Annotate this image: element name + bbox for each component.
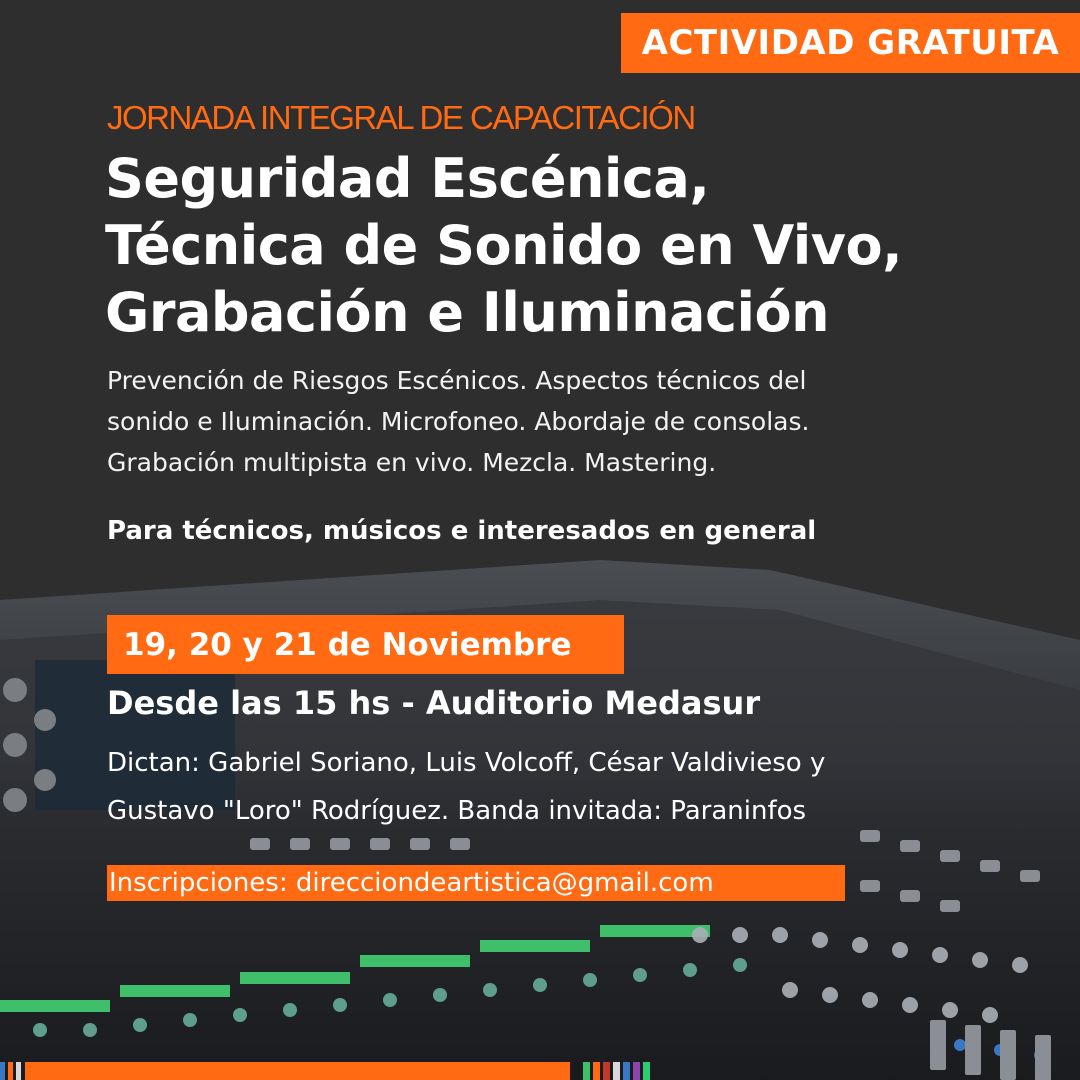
event-teachers [107,739,1037,835]
event-description [107,360,1007,483]
event-time-venue: Desde las 15 hs - Auditorio Medasur [107,684,761,722]
target-audience: Para técnicos, músicos e interesados en general [107,516,817,546]
description-line: sonido e Iluminación. Microfoneo. Abordaje de consolas. [107,407,810,436]
event-dates: 19, 20 y 21 de Noviembre [107,615,624,674]
bottom-accent-bar [25,1062,570,1080]
title-line: Técnica de Sonido en Vivo, [105,214,903,277]
description-line: Prevención de Riesgos Escénicos. Aspectos técnicos del [107,366,807,395]
event-title [105,145,1005,346]
title-line: Grabación e Iluminación [105,281,830,344]
decorative-stripes-left [0,1062,22,1080]
description-line: Grabación multipista en vivo. Mezcla. Mastering. [107,448,717,477]
free-activity-badge: ACTIVIDAD GRATUITA [621,13,1080,73]
decorative-stripes [573,1062,653,1080]
title-line: Seguridad Escénica, [105,147,710,210]
event-kicker: JORNADA INTEGRAL DE CAPACITACIÓN [107,99,695,136]
teachers-line: Gustavo "Loro" Rodríguez. Banda invitada: Paraninfos [107,796,807,826]
signup-email: Inscripciones: direcciondeartistica@gmail.com [107,865,845,901]
teachers-line: Dictan: Gabriel Soriano, Luis Volcoff, César Valdivieso y [107,748,826,778]
